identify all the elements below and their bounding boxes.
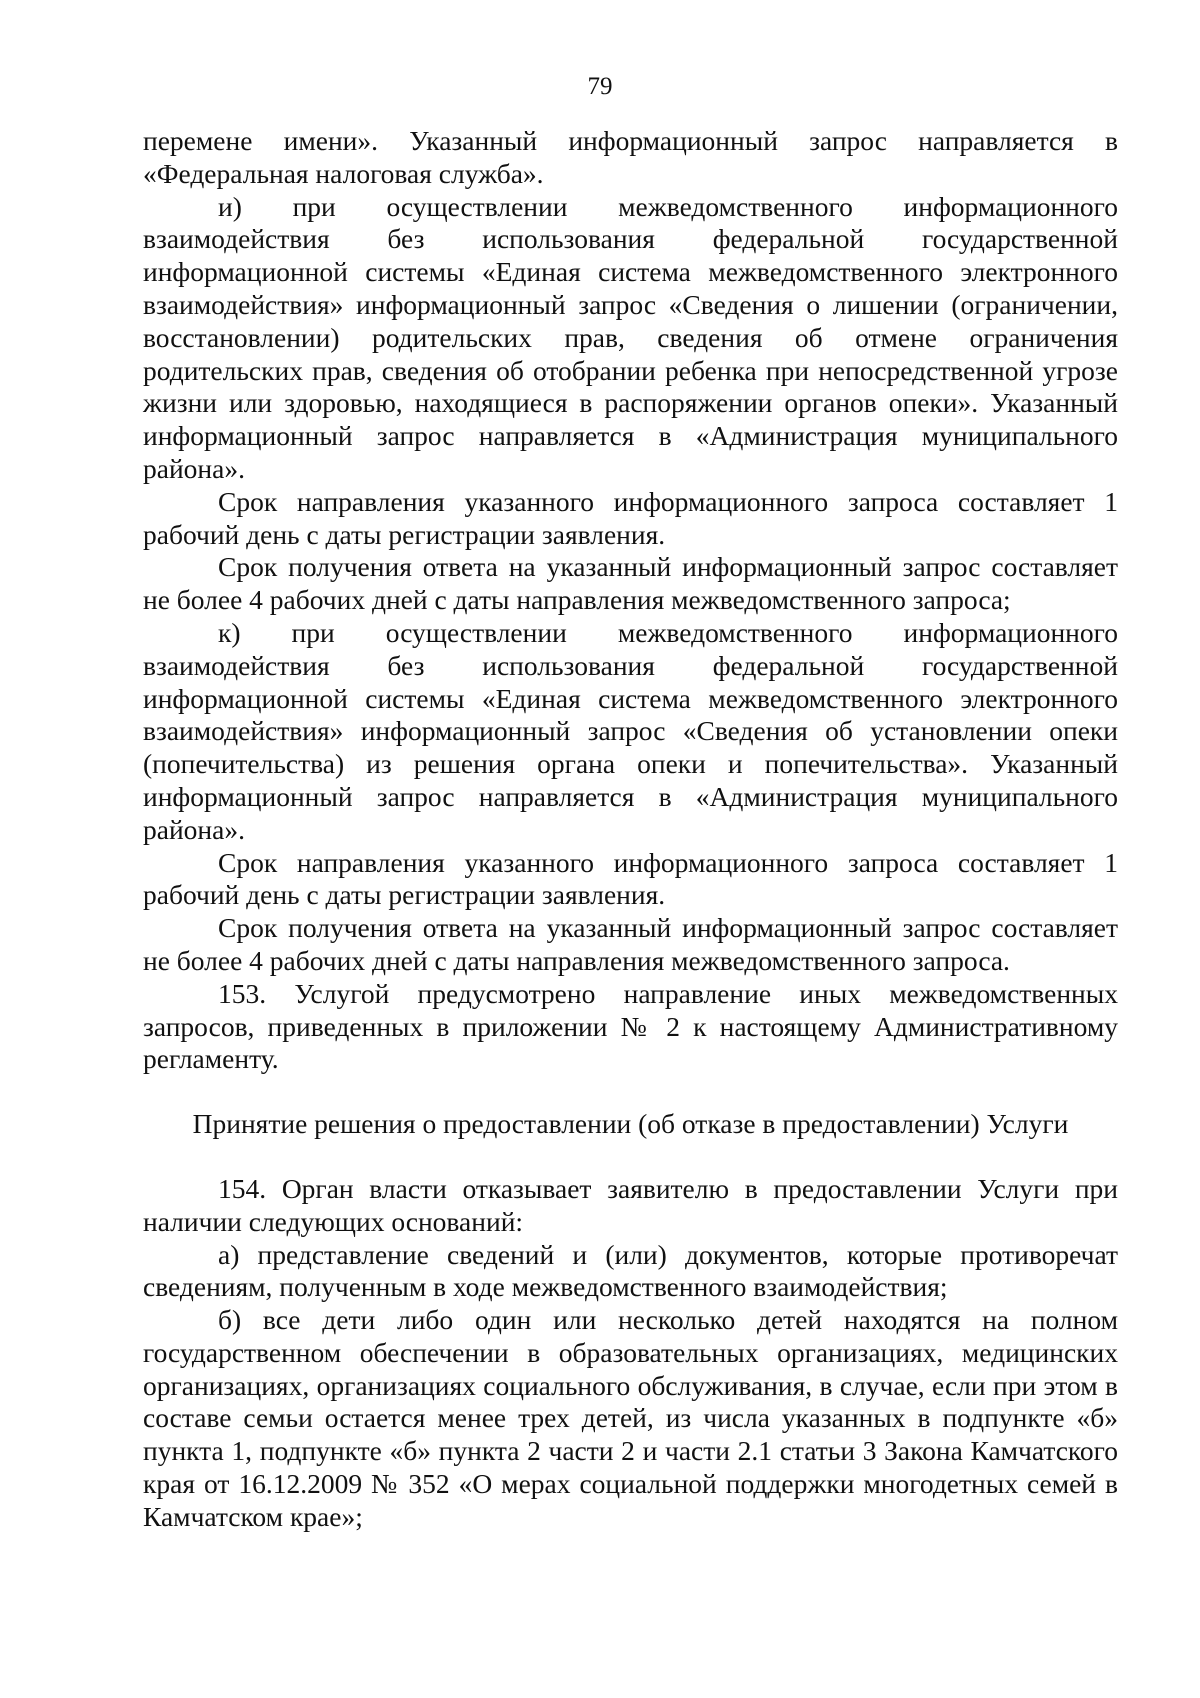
section-heading: Принятие решения о предоставлении (об отказе в предоставлении) Услуги bbox=[192, 1108, 1069, 1140]
paragraph: б) все дети либо один или несколько детей находятся на полном государственном обеспечении в образовательных организациях, медицинских организациях, организациях социального обслуживания, в случае, если при этом в составе семьи остается менее трех детей, из числа указанных в подпункте «б» пункта 1, подпункте «б» пункта 2 части 2 и части 2.1 статьи 3 Закона Камчатского края от 16.12.2009 № 352 «О мерах социальной поддержки многодетных семей в Камчатском крае»; bbox=[143, 1304, 1118, 1532]
paragraph: а) представление сведений и (или) документов, которые противоречат сведениям, полученным в ходе межведомственного взаимодействия; bbox=[143, 1238, 1118, 1303]
paragraph: 154. Орган власти отказывает заявителю в предоставлении Услуги при наличии следующих оснований: bbox=[143, 1172, 1118, 1237]
paragraph: и) при осуществлении межведомственного информационного взаимодействия без использования федеральной государственной информационной системы «Единая система межведомственного электронного взаимодействия» информационный запрос «Сведения о лишении (ограничении, восстановлении) родительских прав, сведения об отмене ограничения родительских прав, сведения об отобрании ребенка при непосредственной угрозе жизни или здоровью, находящиеся в распоряжении органов опеки». Указанный информационный запрос направляется в «Администрация муниципального района». bbox=[143, 190, 1118, 484]
paragraph: к) при осуществлении межведомственного информационного взаимодействия без использования федеральной государственной информационной системы «Единая система межведомственного электронного взаимодействия» информационный запрос «Сведения об установлении опеки (попечительства) из решения органа опеки и попечительства». Указанный информационный запрос направляется в «Администрация муниципального района». bbox=[143, 616, 1118, 845]
paragraph: Срок направления указанного информационного запроса составляет 1 рабочий день с даты регистрации заявления. bbox=[143, 846, 1118, 911]
paragraph: перемене имени». Указанный информационный запрос направляется в «Федеральная налоговая служба». bbox=[143, 125, 1118, 189]
paragraph: 153. Услугой предусмотрено направление иных межведомственных запросов, приведенных в приложении № 2 к настоящему Административному регламенту. bbox=[143, 977, 1118, 1075]
paragraph: Срок направления указанного информационного запроса составляет 1 рабочий день с даты регистрации заявления. bbox=[143, 485, 1118, 550]
document-body bbox=[143, 125, 1118, 1534]
page-number: 79 bbox=[587, 73, 613, 100]
paragraph: Срок получения ответа на указанный информационный запрос составляет не более 4 рабочих дней с даты направления межведомственного запроса. bbox=[143, 912, 1118, 976]
paragraph: Срок получения ответа на указанный информационный запрос составляет не более 4 рабочих дней с даты направления межведомственного запроса; bbox=[143, 551, 1118, 616]
